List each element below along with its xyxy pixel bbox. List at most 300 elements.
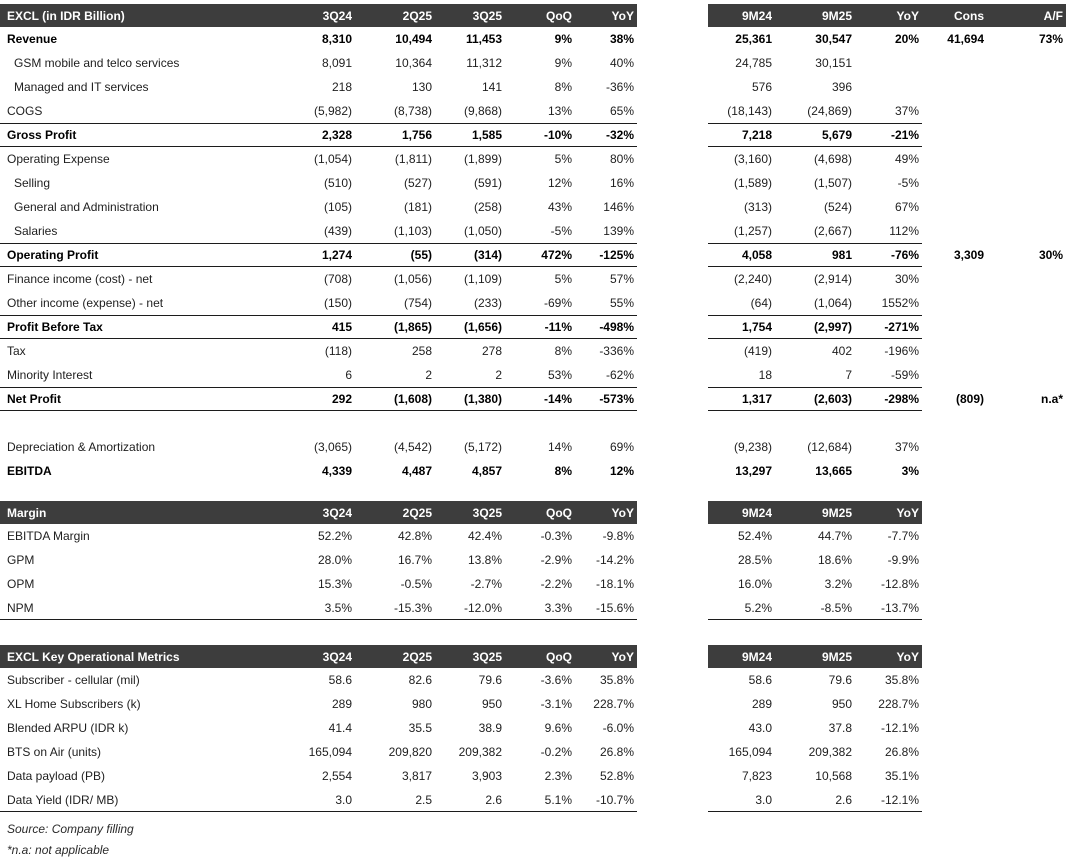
cell-yoy: -32% xyxy=(605,128,634,142)
cell-2q25: 10,494 xyxy=(395,32,432,46)
row-label: Tax xyxy=(7,344,26,358)
cell-2q25: 35.5 xyxy=(408,721,432,735)
cell-yoy: 16% xyxy=(609,176,634,190)
cell-qoq: 9% xyxy=(554,56,572,70)
cell-3q24: (510) xyxy=(323,176,352,190)
row-label: GSM mobile and telco services xyxy=(14,56,180,70)
cell-af: 73% xyxy=(1038,32,1063,46)
cell-3q24: 218 xyxy=(331,80,352,94)
cell-3q25: 209,382 xyxy=(458,745,502,759)
operational-metrics-table xyxy=(0,645,1066,812)
cell-yoy: -36% xyxy=(605,80,634,94)
row-label: Operating Profit xyxy=(7,248,99,262)
row-label: Minority Interest xyxy=(7,368,93,382)
cell-9m25: (1,507) xyxy=(813,176,852,190)
cell-3q24: 58.6 xyxy=(328,673,352,687)
cell-qoq: -69% xyxy=(543,296,572,310)
cell-qoq: 12% xyxy=(547,176,572,190)
cell-qoq: -3.1% xyxy=(540,697,572,711)
cell-9m24: 28.5% xyxy=(737,553,772,567)
row-label: Data payload (PB) xyxy=(7,769,106,783)
cell-3q25: 1,585 xyxy=(471,128,502,142)
cell-yoy-9m: -7.7% xyxy=(887,529,919,543)
cell-9m24: (64) xyxy=(750,296,772,310)
cell-9m25: (2,914) xyxy=(813,272,852,286)
cell-3q25: 950 xyxy=(481,697,502,711)
cell-3q24: 165,094 xyxy=(308,745,352,759)
cell-qoq: -2.2% xyxy=(540,577,572,591)
col-header-3q24: 3Q24 xyxy=(322,649,352,664)
cell-3q24: 415 xyxy=(331,320,352,334)
cell-yoy: -498% xyxy=(599,320,634,334)
cell-yoy-9m: 26.8% xyxy=(884,745,919,759)
income-statement-table xyxy=(0,4,1066,483)
col-header-2q25: 2Q25 xyxy=(402,649,432,664)
cell-yoy-9m: 37% xyxy=(894,104,919,118)
cell-9m24: 5.2% xyxy=(744,600,772,615)
cell-qoq: -5% xyxy=(550,224,572,238)
cell-9m24: 52.4% xyxy=(737,529,772,543)
row-label: EBITDA xyxy=(7,464,52,478)
cell-yoy-9m: 35.1% xyxy=(884,769,919,783)
cell-yoy-9m: -9.9% xyxy=(887,553,919,567)
cell-3q25: (591) xyxy=(473,176,502,190)
cell-9m25: (4,698) xyxy=(813,152,852,166)
cell-9m25: 79.6 xyxy=(828,673,852,687)
cell-yoy-9m: -12.1% xyxy=(880,721,919,735)
col-header-9m25: 9M25 xyxy=(821,649,852,664)
cell-qoq: 5% xyxy=(554,272,572,286)
footnotes xyxy=(0,819,1066,861)
cell-9m25: 402 xyxy=(831,344,852,358)
table-title: EXCL (in IDR Billion) xyxy=(7,8,125,23)
cell-2q25: (1,056) xyxy=(393,272,432,286)
cell-3q24: 6 xyxy=(345,368,352,382)
table-row xyxy=(0,363,1066,387)
cell-yoy: 55% xyxy=(609,296,634,310)
row-label: Depreciation & Amortization xyxy=(7,440,156,454)
cell-yoy: 52.8% xyxy=(599,769,634,783)
cell-2q25: 10,364 xyxy=(395,56,432,70)
cell-qoq: 13% xyxy=(547,104,572,118)
cell-2q25: 2 xyxy=(425,368,432,382)
table-row xyxy=(0,171,1066,195)
row-label: Selling xyxy=(14,176,51,190)
cell-9m24: (313) xyxy=(743,200,772,214)
cell-qoq: 8% xyxy=(554,80,572,94)
cell-2q25: 980 xyxy=(411,697,432,711)
cell-yoy: 40% xyxy=(609,56,634,70)
cell-yoy-9m: 37% xyxy=(894,440,919,454)
cell-3q24: 8,310 xyxy=(321,32,352,46)
cell-qoq: -11% xyxy=(544,320,572,334)
cell-2q25: (181) xyxy=(403,200,432,214)
cell-9m25: (24,869) xyxy=(807,104,852,118)
cell-3q24: 3.0 xyxy=(335,792,352,807)
cell-2q25: 209,820 xyxy=(388,745,432,759)
cell-9m24: (1,589) xyxy=(733,176,772,190)
col-header-yoy-9m: YoY xyxy=(896,649,919,664)
row-label: XL Home Subscribers (k) xyxy=(7,697,141,711)
row-label: General and Administration xyxy=(14,200,159,214)
table-title: EXCL Key Operational Metrics xyxy=(7,649,180,664)
cell-3q24: 41.4 xyxy=(328,721,352,735)
cell-2q25: 258 xyxy=(411,344,432,358)
cell-9m25: (2,997) xyxy=(813,320,852,334)
cell-9m24: 7,823 xyxy=(741,769,772,783)
cell-3q25: 11,312 xyxy=(466,56,502,70)
cell-9m25: 10,568 xyxy=(815,769,852,783)
cell-3q25: -12.0% xyxy=(463,600,502,615)
cell-yoy-9m: -298% xyxy=(884,392,919,406)
cell-3q25: 2 xyxy=(495,368,502,382)
col-header-cons: Cons xyxy=(954,8,984,23)
table-row xyxy=(0,572,1066,596)
cell-3q24: (439) xyxy=(323,224,352,238)
table-row xyxy=(0,99,1066,123)
cell-yoy: -18.1% xyxy=(595,577,634,591)
cell-3q25: 38.9 xyxy=(478,721,502,735)
cell-yoy-9m: 228.7% xyxy=(878,697,919,711)
cell-cons: (809) xyxy=(955,392,984,406)
col-header-9m24: 9M24 xyxy=(741,8,772,23)
cell-yoy-9m: 20% xyxy=(894,32,919,46)
cell-yoy: 139% xyxy=(603,224,634,238)
table-header-row xyxy=(0,645,1066,668)
col-header-9m25: 9M25 xyxy=(821,8,852,23)
cell-9m25: (1,064) xyxy=(813,296,852,310)
table-row xyxy=(0,51,1066,75)
table-row xyxy=(0,219,1066,243)
cell-3q24: 4,339 xyxy=(321,464,352,478)
row-label: Blended ARPU (IDR k) xyxy=(7,721,129,735)
cell-9m24: 1,754 xyxy=(741,320,772,334)
row-label: Profit Before Tax xyxy=(7,320,103,334)
cell-3q24: 1,274 xyxy=(321,248,352,262)
cell-3q24: (3,065) xyxy=(313,440,352,454)
cell-yoy: -10.7% xyxy=(595,792,634,807)
cell-yoy-9m: -196% xyxy=(884,344,919,358)
col-header-2q25: 2Q25 xyxy=(402,505,432,520)
row-label: EBITDA Margin xyxy=(7,529,90,543)
spacer-row xyxy=(0,411,1066,435)
cell-9m25: (2,603) xyxy=(813,392,852,406)
cell-yoy-9m: -59% xyxy=(890,368,919,382)
cell-yoy-9m: 49% xyxy=(894,152,919,166)
cell-2q25: 42.8% xyxy=(397,529,432,543)
cell-3q24: (118) xyxy=(324,344,352,358)
row-label: Revenue xyxy=(7,32,58,46)
cell-3q24: (1,054) xyxy=(313,152,352,166)
cell-qoq: 8% xyxy=(554,464,572,478)
cell-9m24: 58.6 xyxy=(748,673,772,687)
cell-3q24: 289 xyxy=(331,697,352,711)
table-row xyxy=(0,195,1066,219)
cell-3q25: (1,109) xyxy=(463,272,502,286)
cell-qoq: -10% xyxy=(543,128,572,142)
table-row xyxy=(0,147,1066,171)
cell-yoy-9m: 1552% xyxy=(881,296,919,310)
cell-3q25: 278 xyxy=(481,344,502,358)
cell-3q25: (9,868) xyxy=(463,104,502,118)
table-row xyxy=(0,764,1066,788)
row-label: COGS xyxy=(7,104,43,118)
cell-3q24: 28.0% xyxy=(317,553,352,567)
cell-2q25: (1,608) xyxy=(393,392,432,406)
cell-3q24: 8,091 xyxy=(321,56,352,70)
col-header-3q24: 3Q24 xyxy=(322,505,352,520)
cell-yoy: 228.7% xyxy=(593,697,634,711)
row-label: Salaries xyxy=(14,224,58,238)
cell-3q25: 42.4% xyxy=(467,529,502,543)
cell-3q25: 4,857 xyxy=(471,464,502,478)
cell-9m25: 950 xyxy=(831,697,852,711)
cell-yoy-9m: -13.7% xyxy=(880,600,919,615)
cell-yoy-9m: -21% xyxy=(890,128,919,142)
cell-3q25: (1,380) xyxy=(463,392,502,406)
cell-9m25: -8.5% xyxy=(820,600,852,615)
col-header-3q25: 3Q25 xyxy=(472,649,502,664)
cell-9m24: (2,240) xyxy=(733,272,772,286)
cell-qoq: -2.9% xyxy=(540,553,572,567)
cell-yoy-9m: 112% xyxy=(889,224,919,238)
cell-3q24: (5,982) xyxy=(313,104,352,118)
cell-yoy: 35.8% xyxy=(599,673,634,687)
cell-yoy: -9.8% xyxy=(602,529,634,543)
cell-yoy-9m: 35.8% xyxy=(884,673,919,687)
cell-9m24: 576 xyxy=(751,80,772,94)
cell-3q25: (1,050) xyxy=(463,224,502,238)
cell-2q25: (8,738) xyxy=(393,104,432,118)
cell-2q25: (527) xyxy=(403,176,432,190)
cell-9m24: 24,785 xyxy=(735,56,772,70)
cell-yoy: -573% xyxy=(599,392,634,406)
row-label: OPM xyxy=(7,577,35,591)
cell-3q24: 2,554 xyxy=(321,769,352,783)
row-label: Managed and IT services xyxy=(14,80,149,94)
tables-container xyxy=(0,4,1066,812)
cell-9m24: (18,143) xyxy=(727,104,772,118)
col-header-3q24: 3Q24 xyxy=(322,8,352,23)
cell-2q25: 82.6 xyxy=(408,673,432,687)
cell-qoq: -0.2% xyxy=(540,745,572,759)
table-row xyxy=(0,716,1066,740)
table-row xyxy=(0,339,1066,363)
cell-yoy: -125% xyxy=(599,248,634,262)
cell-yoy-9m: -5% xyxy=(897,176,919,190)
row-label: Subscriber - cellular (mil) xyxy=(7,673,140,687)
cell-qoq: 472% xyxy=(541,248,572,262)
cell-qoq: 14% xyxy=(547,440,572,454)
cell-9m25: 18.6% xyxy=(817,553,852,567)
cell-cons: 41,694 xyxy=(947,32,984,46)
table-row xyxy=(0,435,1066,459)
cell-9m24: 16.0% xyxy=(737,577,772,591)
table-title: Margin xyxy=(7,505,47,520)
table-row xyxy=(0,524,1066,548)
table-row xyxy=(0,243,1066,267)
cell-yoy: 38% xyxy=(609,32,634,46)
cell-2q25: (1,811) xyxy=(394,152,432,166)
cell-2q25: (1,103) xyxy=(393,224,432,238)
cell-9m24: 25,361 xyxy=(735,32,772,46)
cell-yoy: -14.2% xyxy=(595,553,634,567)
col-header-3q25: 3Q25 xyxy=(472,505,502,520)
row-label: Data Yield (IDR/ MB) xyxy=(7,792,119,807)
source-note: Source: Company filling xyxy=(7,822,134,836)
cell-3q25: (1,656) xyxy=(463,320,502,334)
cell-3q24: 3.5% xyxy=(324,600,352,615)
col-header-2q25: 2Q25 xyxy=(402,8,432,23)
row-label: Finance income (cost) - net xyxy=(7,272,153,286)
row-label: NPM xyxy=(7,600,34,615)
cell-9m24: (3,160) xyxy=(733,152,772,166)
row-label: GPM xyxy=(7,553,35,567)
cell-3q25: 11,453 xyxy=(465,32,502,46)
margin-table xyxy=(0,501,1066,620)
cell-3q25: 3,903 xyxy=(471,769,502,783)
cell-yoy-9m: 3% xyxy=(901,464,919,478)
cell-2q25: 2.5 xyxy=(415,792,432,807)
cell-9m24: 4,058 xyxy=(741,248,772,262)
col-header-qoq: QoQ xyxy=(546,649,572,664)
cell-3q25: -2.7% xyxy=(470,577,502,591)
table-row xyxy=(0,692,1066,716)
cell-9m25: (2,667) xyxy=(813,224,852,238)
cell-9m24: 7,218 xyxy=(741,128,772,142)
cell-2q25: 1,756 xyxy=(401,128,432,142)
table-header-row xyxy=(0,4,1066,27)
cell-qoq: 9% xyxy=(554,32,572,46)
cell-3q25: (314) xyxy=(473,248,502,262)
cell-9m24: (419) xyxy=(743,344,772,358)
col-header-af: A/F xyxy=(1043,8,1063,23)
cell-yoy: 146% xyxy=(603,200,634,214)
cell-3q24: (105) xyxy=(323,200,352,214)
cell-3q25: (258) xyxy=(473,200,502,214)
cell-yoy: 80% xyxy=(609,152,634,166)
cell-qoq: -14% xyxy=(543,392,572,406)
row-label: Operating Expense xyxy=(7,152,110,166)
na-note: *n.a: not applicable xyxy=(7,843,110,857)
cell-9m24: 289 xyxy=(751,697,772,711)
cell-cons: 3,309 xyxy=(953,248,984,262)
cell-yoy-9m: 67% xyxy=(894,200,919,214)
cell-2q25: 3,817 xyxy=(401,769,432,783)
table-header-row xyxy=(0,501,1066,524)
cell-9m25: 396 xyxy=(831,80,852,94)
cell-3q25: (233) xyxy=(473,296,502,310)
cell-3q24: 15.3% xyxy=(317,577,352,591)
cell-2q25: -15.3% xyxy=(393,600,432,615)
cell-2q25: (55) xyxy=(410,248,432,262)
col-header-yoy: YoY xyxy=(611,505,634,520)
cell-9m25: 37.8 xyxy=(828,721,852,735)
table-row xyxy=(0,27,1066,51)
col-header-yoy-9m: YoY xyxy=(896,505,919,520)
cell-3q24: 2,328 xyxy=(321,128,352,142)
row-label: Gross Profit xyxy=(7,128,77,142)
col-header-9m24: 9M24 xyxy=(741,649,772,664)
cell-yoy-9m: 30% xyxy=(894,272,919,286)
cell-3q24: 292 xyxy=(331,392,352,406)
cell-3q25: 141 xyxy=(481,80,502,94)
table-row xyxy=(0,788,1066,812)
cell-yoy: -6.0% xyxy=(602,721,634,735)
table-row xyxy=(0,75,1066,99)
table-row xyxy=(0,740,1066,764)
cell-9m24: 1,317 xyxy=(741,392,772,406)
row-label: BTS on Air (units) xyxy=(7,745,102,759)
cell-3q25: (5,172) xyxy=(463,440,502,454)
row-label: Net Profit xyxy=(7,392,61,406)
col-header-9m24: 9M24 xyxy=(741,505,772,520)
table-row xyxy=(0,459,1066,483)
cell-qoq: 2.3% xyxy=(544,769,572,783)
cell-3q25: 79.6 xyxy=(478,673,502,687)
cell-2q25: 4,487 xyxy=(401,464,432,478)
col-header-yoy-9m: YoY xyxy=(896,8,919,23)
cell-3q25: 13.8% xyxy=(467,553,502,567)
cell-af: 30% xyxy=(1038,248,1063,262)
cell-yoy-9m: -12.8% xyxy=(880,577,919,591)
cell-2q25: (4,542) xyxy=(393,440,432,454)
cell-yoy-9m: -271% xyxy=(884,320,919,334)
cell-9m24: 18 xyxy=(758,368,772,382)
col-header-9m25: 9M25 xyxy=(821,505,852,520)
cell-yoy: -336% xyxy=(599,344,634,358)
cell-yoy: 26.8% xyxy=(599,745,634,759)
table-row xyxy=(0,123,1066,147)
row-label: Other income (expense) - net xyxy=(7,296,164,310)
col-header-yoy: YoY xyxy=(611,649,634,664)
cell-2q25: 16.7% xyxy=(397,553,432,567)
cell-9m24: 13,297 xyxy=(735,464,772,478)
cell-3q24: (150) xyxy=(323,296,352,310)
cell-9m25: 30,547 xyxy=(815,32,852,46)
cell-9m25: 981 xyxy=(831,248,852,262)
cell-9m25: 13,665 xyxy=(815,464,852,478)
cell-9m25: (12,684) xyxy=(807,440,852,454)
cell-qoq: -0.3% xyxy=(540,529,572,543)
cell-yoy: 57% xyxy=(609,272,634,286)
table-row xyxy=(0,387,1066,411)
cell-yoy-9m: -76% xyxy=(890,248,919,262)
cell-2q25: (1,865) xyxy=(393,320,432,334)
cell-af: n.a* xyxy=(1040,392,1063,406)
col-header-qoq: QoQ xyxy=(546,505,572,520)
cell-qoq: 53% xyxy=(547,368,572,382)
cell-3q25: (1,899) xyxy=(463,152,502,166)
cell-2q25: (754) xyxy=(403,296,432,310)
cell-9m25: 30,151 xyxy=(815,56,852,70)
table-row xyxy=(0,291,1066,315)
cell-3q24: (708) xyxy=(323,272,352,286)
table-row xyxy=(0,548,1066,572)
cell-yoy: 12% xyxy=(609,464,634,478)
cell-qoq: 5.1% xyxy=(544,792,572,807)
cell-qoq: 43% xyxy=(547,200,572,214)
col-header-qoq: QoQ xyxy=(546,8,572,23)
cell-2q25: -0.5% xyxy=(400,577,432,591)
cell-9m25: 7 xyxy=(845,368,852,382)
cell-yoy-9m: -12.1% xyxy=(880,792,919,807)
table-row xyxy=(0,596,1066,620)
cell-2q25: 130 xyxy=(411,80,432,94)
cell-9m25: 44.7% xyxy=(817,529,852,543)
cell-3q24: 52.2% xyxy=(317,529,352,543)
cell-9m24: (1,257) xyxy=(733,224,772,238)
